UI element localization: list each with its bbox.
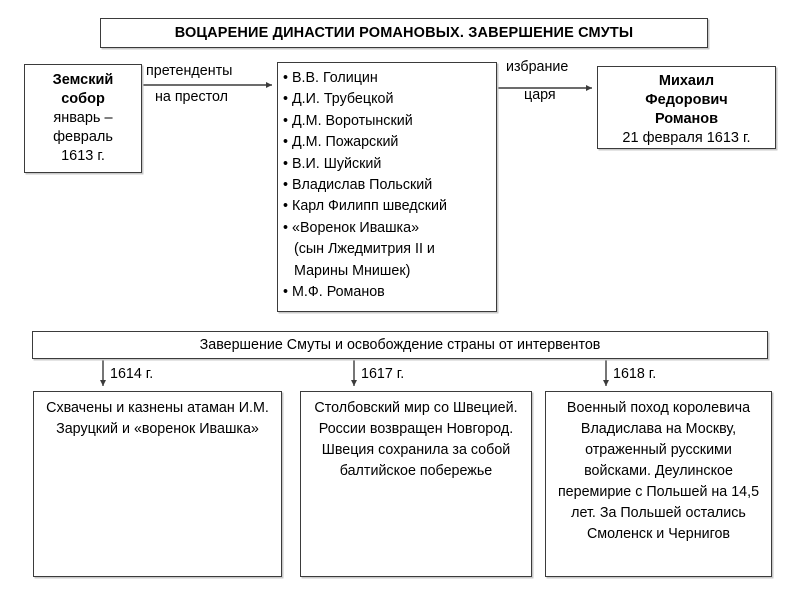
list-item: • Д.И. Трубецкой — [283, 89, 496, 110]
list-item: • Владислав Польский — [283, 175, 496, 196]
tsar-election-date: 21 февраля 1613 г. — [622, 130, 751, 146]
diagram-title-box — [100, 18, 708, 48]
mikhail-romanov-box — [597, 66, 776, 149]
list-item: • «Воренок Ивашка» — [283, 218, 496, 239]
zemsky-sobor-date-line-3: 1613 г. — [61, 148, 105, 164]
list-item: • Д.М. Пожарский — [283, 132, 496, 153]
outcome-box-1618 — [545, 391, 772, 577]
edge-label-pretendenty-line-1: претенденты — [146, 63, 233, 79]
year-label-1614: 1614 г. — [110, 366, 154, 382]
page-title: ВОЦАРЕНИЕ ДИНАСТИИ РОМАНОВЫХ. ЗАВЕРШЕНИЕ СМУТЫ — [174, 25, 634, 41]
list-item-continuation: (сын Лжедмитрия II и — [294, 241, 435, 258]
zemsky-sobor-date-line-2: февраль — [53, 129, 113, 145]
tsar-name-line-3: Романов — [654, 111, 719, 127]
outcome-box-1614 — [33, 391, 282, 577]
list-item-continuation: Марины Мнишек) — [294, 262, 411, 279]
banner-label: Завершение Смуты и освобождение страны от интервентов — [199, 337, 601, 353]
tsar-name-line-2: Федорович — [645, 92, 728, 108]
list-item: • В.В. Голицин — [283, 68, 496, 89]
list-item: • Карл Филипп шведский — [283, 196, 496, 217]
zemsky-sobor-name-line-1: Земский — [52, 72, 114, 88]
edge-label-izbranie-line-1: избрание — [506, 59, 569, 75]
candidates-list — [283, 68, 496, 303]
tsar-name-line-1: Михаил — [658, 73, 715, 89]
smuta-end-banner — [32, 331, 768, 359]
zemsky-sobor-box — [24, 64, 142, 173]
list-item: • В.И. Шуйский — [283, 154, 496, 175]
outcome-text: Столбовский мир со Швецией. России возвращен Новгород. Швеция сохранила за собой балтийское побережье — [314, 400, 518, 479]
edge-label-izbranie-line-2: царя — [524, 87, 556, 103]
zemsky-sobor-date-line-1: январь – — [53, 110, 113, 126]
outcome-box-1617 — [300, 391, 532, 577]
zemsky-sobor-name-line-2: собор — [61, 91, 105, 107]
list-item: • Д.М. Воротынский — [283, 111, 496, 132]
year-label-1618: 1618 г. — [613, 366, 657, 382]
year-label-1617: 1617 г. — [361, 366, 405, 382]
outcome-text: Схвачены и казнены атаман И.М. Заруцкий и «воренок Ивашка» — [46, 400, 269, 437]
list-item: • М.Ф. Романов — [283, 282, 496, 303]
edge-label-pretendenty-line-2: на престол — [155, 89, 228, 105]
outcome-text: Военный поход королевича Владислава на Москву, отраженный русскими войсками. Деулинское перемирие с Польшей на 14,5 лет. За Польшей остались Смоленск и Чернигов — [557, 400, 760, 542]
candidates-list-box — [277, 62, 497, 312]
